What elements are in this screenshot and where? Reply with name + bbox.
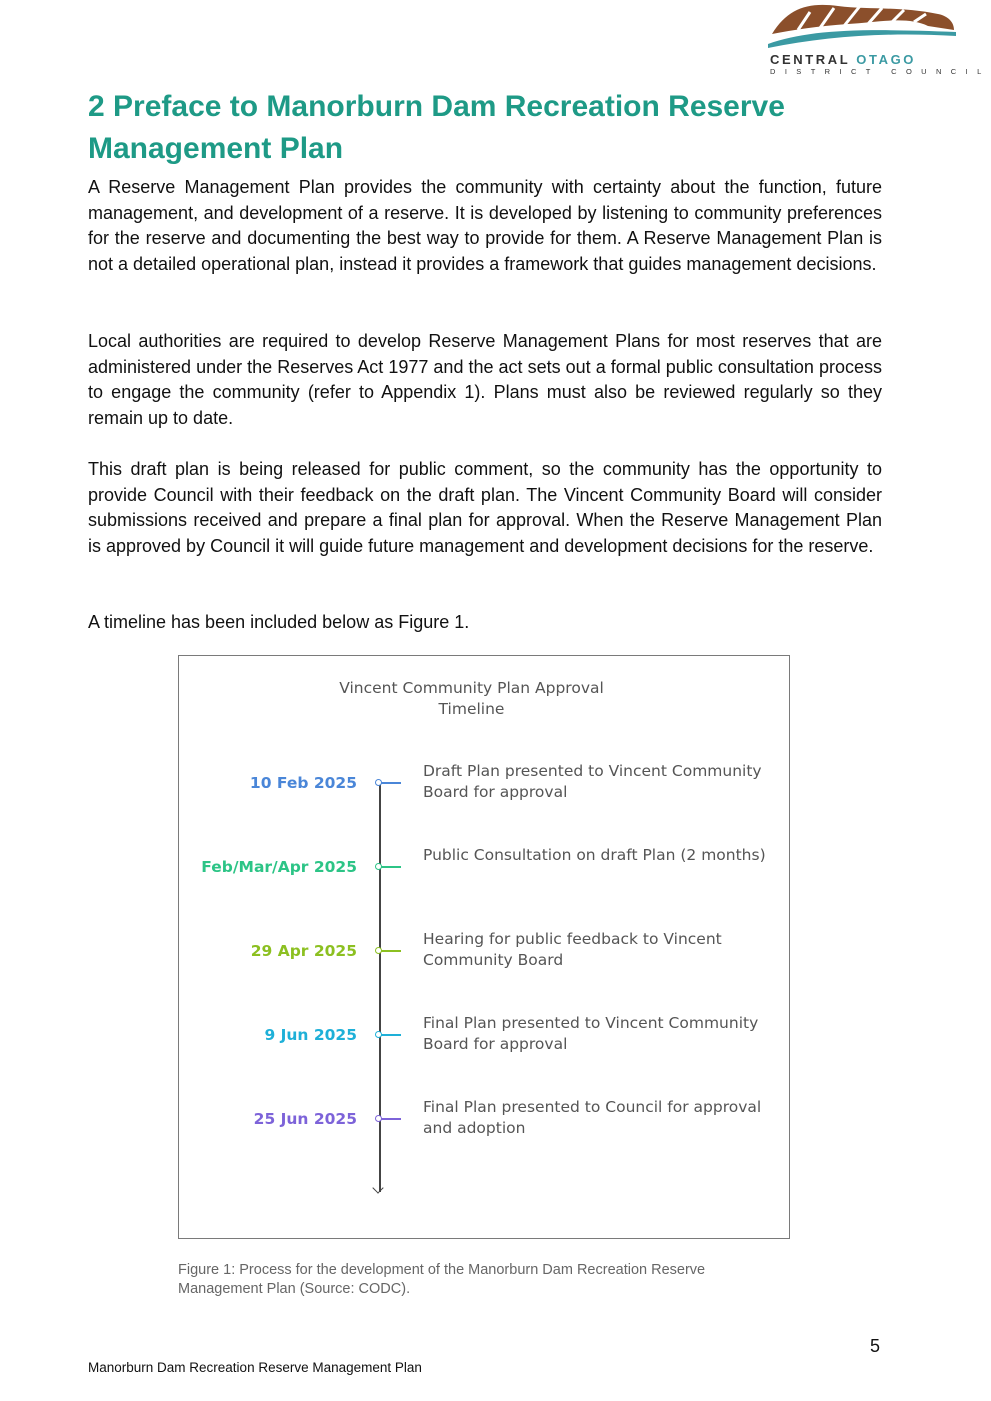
timeline-figure bbox=[178, 655, 790, 1239]
event-date: 10 Feb 2025 bbox=[249, 774, 357, 792]
event-description: Final Plan presented to Vincent Community Board for approval bbox=[423, 1014, 759, 1053]
event-tick bbox=[381, 782, 401, 784]
event-dot-icon bbox=[375, 1031, 382, 1038]
arrow-down-icon bbox=[372, 1182, 383, 1193]
paragraph-4: A timeline has been included below as Figure 1. bbox=[88, 612, 470, 632]
logo-wordmark: CENTRAL OTAGO bbox=[770, 52, 916, 67]
event-date: 25 Jun 2025 bbox=[253, 1110, 357, 1128]
paragraph-3: This draft plan is being released for public comment, so the community has the opportunity to provide Council with their feedback on the draft plan. The Vincent Community Board will consider submissions received and prepare a final plan for approval. When the Reserve Management Plan is approved by Council it will guide future management and development decisions for the reserve. bbox=[88, 459, 882, 556]
timeline-event-3 bbox=[179, 930, 791, 978]
event-description: Public Consultation on draft Plan (2 months) bbox=[423, 846, 766, 864]
event-tick bbox=[381, 1118, 401, 1120]
paragraph-1: A Reserve Management Plan provides the community with certainty about the function, future management, and development of a reserve. It is developed by listening to community preferences for the reserve and documenting the best way to provide for them. A Reserve Management Plan is not a detailed operational plan, instead it provides a framework that guides management decisions. bbox=[88, 177, 882, 274]
council-logo bbox=[768, 0, 991, 80]
section-heading: 2 Preface to Manorburn Dam Recreation Reserve Management Plan bbox=[88, 90, 785, 165]
event-description: Hearing for public feedback to Vincent Community Board bbox=[423, 930, 722, 969]
page-number: 5 bbox=[870, 1336, 881, 1356]
event-tick bbox=[381, 1034, 401, 1036]
document-footer: Manorburn Dam Recreation Reserve Management Plan bbox=[88, 1360, 422, 1375]
event-date: Feb/Mar/Apr 2025 bbox=[201, 858, 357, 876]
hills-logo-icon bbox=[768, 0, 956, 52]
timeline-title: Vincent Community Plan Approval Timeline bbox=[339, 679, 604, 718]
timeline-event-4 bbox=[179, 1014, 791, 1062]
timeline-event-1 bbox=[179, 762, 791, 810]
event-dot-icon bbox=[375, 779, 382, 786]
event-tick bbox=[381, 866, 401, 868]
event-date: 29 Apr 2025 bbox=[250, 942, 357, 960]
event-dot-icon bbox=[375, 863, 382, 870]
event-description: Final Plan presented to Council for approval and adoption bbox=[423, 1098, 762, 1137]
timeline-event-5 bbox=[179, 1098, 791, 1146]
paragraph-2: Local authorities are required to develop Reserve Management Plans for most reserves that are administered under the Reserves Act 1977 and the act sets out a formal public consultation process to engage the community (refer to Appendix 1). Plans must also be reviewed regularly so they remain up to date. bbox=[88, 331, 882, 428]
event-dot-icon bbox=[375, 1115, 382, 1122]
event-description: Draft Plan presented to Vincent Community Board for approval bbox=[423, 762, 762, 801]
event-dot-icon bbox=[375, 947, 382, 954]
event-date: 9 Jun 2025 bbox=[264, 1026, 357, 1044]
event-tick bbox=[381, 950, 401, 952]
figure-caption: Figure 1: Process for the development of the Manorburn Dam Recreation Reserve Management Plan (Source: CODC). bbox=[178, 1262, 706, 1297]
timeline-event-2 bbox=[179, 846, 791, 894]
logo-subtitle: DISTRICT COUNCIL bbox=[770, 67, 991, 76]
